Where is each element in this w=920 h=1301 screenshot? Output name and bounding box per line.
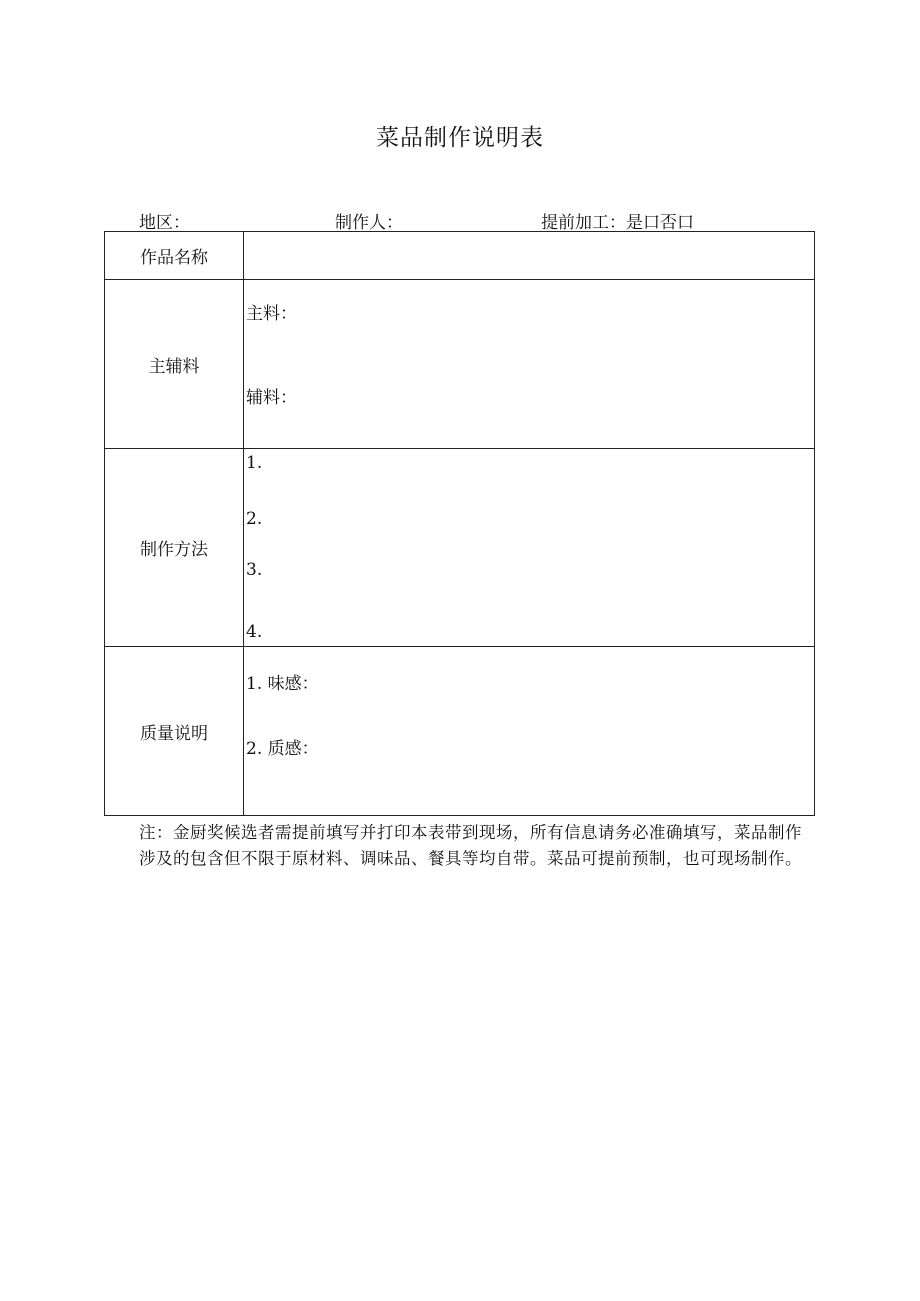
method-field[interactable] — [244, 449, 815, 647]
advance-prep-label: 提前加工：是口否口 — [541, 213, 694, 233]
method-step: 2. — [246, 509, 263, 529]
method-row — [105, 449, 815, 647]
ingredients-field[interactable] — [244, 280, 815, 449]
maker-label: 制作人： — [335, 213, 403, 233]
dish-name-row — [105, 232, 815, 280]
ingredients-label: 主辅料 — [105, 280, 244, 449]
quality-field[interactable] — [244, 647, 815, 816]
taste-label: 1. 味感： — [246, 674, 319, 694]
dish-form-table — [104, 231, 815, 816]
auxiliary-ingredient-label: 辅料： — [246, 388, 297, 408]
method-step: 1. — [246, 453, 263, 473]
method-label: 制作方法 — [105, 449, 244, 647]
method-step: 3. — [246, 560, 263, 580]
page-title: 菜品制作说明表 — [376, 125, 544, 151]
region-label: 地区： — [139, 213, 190, 233]
texture-label: 2. 质感： — [246, 739, 319, 759]
footnote: 注：金厨奖候选者需提前填写并打印本表带到现场，所有信息请务必准确填写，菜品制作涉及的包含但不限于原材料、调味品、餐具等均自带。菜品可提前预制，也可现场制作。 — [139, 823, 802, 868]
method-step: 4. — [246, 622, 263, 642]
quality-label: 质量说明 — [105, 647, 244, 816]
dish-name-field[interactable] — [244, 232, 815, 280]
main-ingredient-label: 主料： — [246, 304, 297, 324]
dish-name-label: 作品名称 — [105, 232, 244, 280]
ingredients-row — [105, 280, 815, 449]
quality-row — [105, 647, 815, 816]
